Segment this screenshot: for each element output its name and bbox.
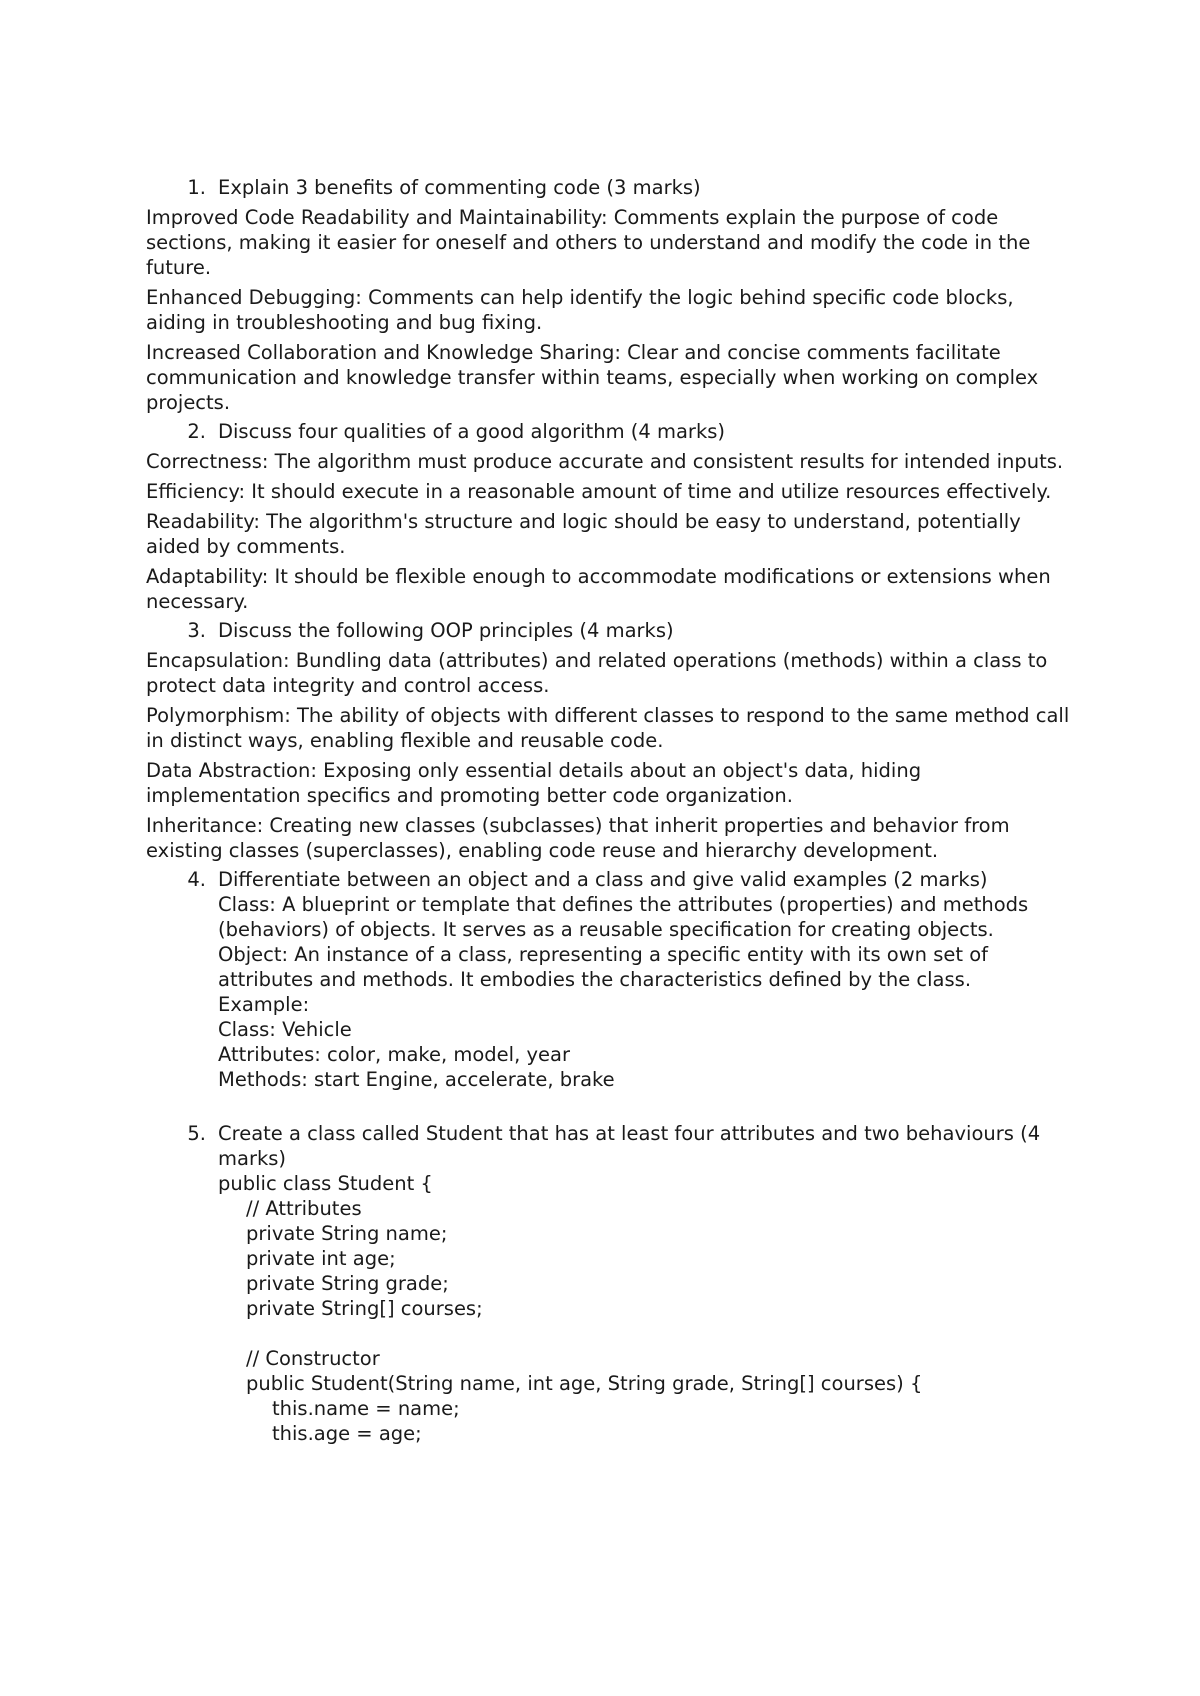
code-line: private String name; [246,1222,448,1245]
question-text: Explain 3 benefits of commenting code (3 marks) [218,176,701,199]
code-line: private int age; [246,1247,396,1270]
code-line: public class Student { [218,1172,433,1195]
answer-paragraph: Readability: The algorithm's structure and logic should be easy to understand, potentially aided by comments. [146,510,1021,558]
answer-line: Attributes: color, make, model, year [218,1043,570,1066]
answer-paragraph: Inheritance: Creating new classes (subclasses) that inherit properties and behavior from existing classes (superclasses), enabling code reuse and hierarchy development. [146,814,1010,862]
code-line: public Student(String name, int age, String grade, String[] courses) { [246,1372,923,1395]
answer-line: Class: A blueprint or template that defines the attributes (properties) and methods (behaviors) of objects. It serves as a reusable specification for creating objects. [218,893,1029,941]
question-number: 2. [187,420,206,443]
question-number: 4. [187,868,206,891]
answer-line: Class: Vehicle [218,1018,352,1041]
answer-paragraph: Correctness: The algorithm must produce accurate and consistent results for intended inputs. [146,450,1064,473]
answer-paragraph: Efficiency: It should execute in a reasonable amount of time and utilize resources effectively. [146,480,1052,503]
code-line: private String[] courses; [246,1297,483,1320]
question-text: Discuss the following OOP principles (4 marks) [218,619,674,642]
question-text: Create a class called Student that has at least four attributes and two behaviours (4 marks) [218,1122,1041,1170]
answer-line: Object: An instance of a class, representing a specific entity with its own set of attributes and methods. It embodies the characteristics defined by the class. [218,943,989,991]
question-5 [146,1121,1076,1171]
question-4 [146,867,1076,892]
answer-paragraph: Encapsulation: Bundling data (attributes) and related operations (methods) within a class to protect data integrity and control access. [146,649,1048,697]
code-comment: // Constructor [246,1347,380,1370]
code-block [218,1171,1076,1446]
code-line: this.age = age; [272,1422,422,1445]
answer-paragraph: Increased Collaboration and Knowledge Sharing: Clear and concise comments facilitate communication and knowledge transfer within teams, especially when working on complex projects. [146,341,1039,414]
document-page [146,175,1076,1446]
question-number: 1. [187,176,206,199]
question-text: Differentiate between an object and a class and give valid examples (2 marks) [218,868,988,891]
answer-line: Example: [218,993,310,1016]
spacer [146,1092,1076,1117]
spacer [218,1321,1076,1346]
answer-paragraph: Improved Code Readability and Maintainability: Comments explain the purpose of code sections, making it easier for oneself and others to understand and modify the code in the future. [146,206,1031,279]
answer-paragraph: Adaptability: It should be flexible enough to accommodate modifications or extensions when necessary. [146,565,1051,613]
answer-paragraph: Data Abstraction: Exposing only essential details about an object's data, hiding implementation specifics and promoting better code organization. [146,759,922,807]
answer-line: Methods: start Engine, accelerate, brake [218,1068,615,1091]
code-line: private String grade; [246,1272,449,1295]
question-number: 5. [187,1122,206,1145]
answer-paragraph: Polymorphism: The ability of objects with different classes to respond to the same method call in distinct ways, enabling flexible and reusable code. [146,704,1070,752]
question-text: Discuss four qualities of a good algorithm (4 marks) [218,420,725,443]
code-line: this.name = name; [272,1397,460,1420]
question-3 [146,618,1076,643]
question-1 [146,175,1076,200]
question-number: 3. [187,619,206,642]
question-2 [146,419,1076,444]
answer-paragraph: Enhanced Debugging: Comments can help identify the logic behind specific code blocks, aiding in troubleshooting and bug fixing. [146,286,1014,334]
code-comment: // Attributes [246,1197,362,1220]
answer-block [218,892,1076,1092]
